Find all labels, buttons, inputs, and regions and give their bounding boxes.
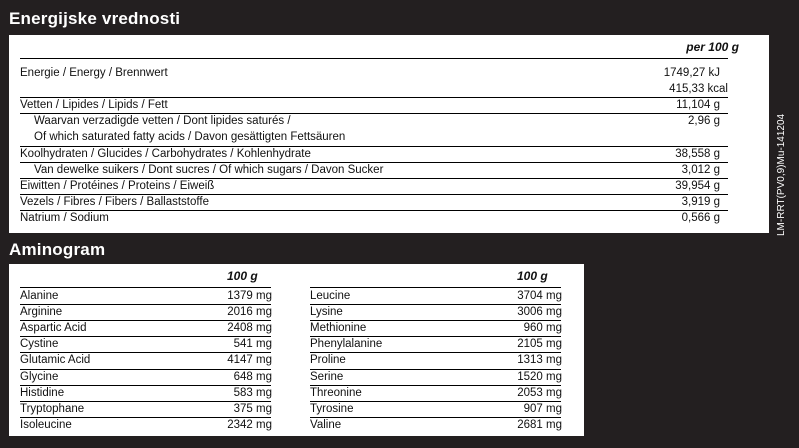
- aminogram-left-column-header: 100 g: [227, 269, 258, 283]
- amino-name: Leucine: [310, 290, 351, 302]
- amino-value: 2342 mg: [227, 418, 272, 431]
- amino-name: Phenylalanine: [310, 338, 383, 351]
- amino-value: 1313 mg: [517, 354, 562, 367]
- energy-row-value: 39,954 g: [675, 180, 720, 192]
- energy-section-title: Energijske vrednosti: [9, 9, 181, 28]
- energy-row-label: Vezels / Fibres / Fibers / Ballaststoffe: [20, 196, 209, 208]
- amino-value: 648 mg: [233, 370, 272, 383]
- energy-row-value: 0,566 g: [681, 212, 720, 224]
- amino-name: Alanine: [20, 290, 59, 302]
- amino-value: 583 mg: [233, 386, 272, 399]
- aminogram-section-title: Aminogram: [9, 240, 106, 259]
- amino-name: Valine: [310, 418, 342, 431]
- amino-value: 2105 mg: [517, 338, 562, 351]
- energy-header-rule: [20, 58, 728, 59]
- aminogram-table: [9, 264, 584, 436]
- amino-value: 2053 mg: [517, 386, 562, 399]
- amino-name: Lysine: [310, 306, 343, 319]
- energy-row-value: 2,96 g: [688, 115, 720, 127]
- amino-value: 960 mg: [523, 322, 562, 335]
- energy-row-value: 3,012 g: [681, 164, 720, 176]
- amino-value: 1379 mg: [227, 290, 272, 302]
- amino-name: Histidine: [20, 386, 65, 399]
- amino-value: 2016 mg: [227, 306, 272, 319]
- energy-column-header: per 100 g: [686, 40, 739, 54]
- energy-row-label-continued: Of which saturated fatty acids / Davon gesättigten Fettsäuren: [34, 131, 346, 143]
- amino-name: Aspartic Acid: [20, 322, 87, 335]
- energy-row-label: Waarvan verzadigde vetten / Dont lipides saturés /: [34, 115, 291, 127]
- amino-name: Cystine: [20, 338, 59, 351]
- amino-value: 2681 mg: [517, 418, 562, 431]
- amino-value: 2408 mg: [227, 322, 272, 335]
- energy-table: [9, 35, 769, 233]
- amino-value: 4147 mg: [227, 354, 272, 367]
- amino-name: Serine: [310, 370, 344, 383]
- energy-row-value-kcal: 415,33 kcal: [669, 83, 728, 95]
- energy-row-label: Koolhydraten / Glucides / Carbohydrates / Kohlenhydrate: [20, 148, 311, 160]
- amino-name: Methionine: [310, 322, 367, 335]
- amino-value: 3006 mg: [517, 306, 562, 319]
- amino-value: 1520 mg: [517, 370, 562, 383]
- energy-row-label: Energie / Energy / Brennwert: [20, 67, 168, 79]
- energy-row-value: 11,104 g: [676, 99, 720, 111]
- product-code-vertical: LM-RRT(PV0,9)Mu-141204: [776, 113, 787, 236]
- energy-row-value: 3,919 g: [681, 196, 720, 208]
- amino-name: Isoleucine: [20, 418, 72, 431]
- amino-name: Tryptophane: [20, 402, 85, 415]
- amino-value: 3704 mg: [517, 290, 562, 302]
- amino-name: Glycine: [20, 370, 59, 383]
- amino-name: Arginine: [20, 306, 63, 319]
- amino-value: 541 mg: [233, 338, 272, 351]
- amino-value: 907 mg: [523, 402, 562, 415]
- energy-row-label: Vetten / Lipides / Lipids / Fett: [20, 99, 168, 111]
- energy-row-label: Van dewelke suikers / Dont sucres / Of which sugars / Davon Sucker: [34, 164, 384, 176]
- energy-row-rule: [20, 210, 728, 211]
- amino-name: Proline: [310, 354, 346, 367]
- amino-name: Tyrosine: [310, 402, 354, 415]
- energy-row-label: Natrium / Sodium: [20, 212, 109, 224]
- energy-row-label: Eiwitten / Protéines / Proteins / Eiweiß: [20, 180, 215, 192]
- aminogram-right-column-header: 100 g: [517, 269, 548, 283]
- amino-name: Threonine: [310, 386, 362, 399]
- amino-name: Glutamic Acid: [20, 354, 91, 367]
- energy-row-value: 38,558 g: [675, 148, 720, 160]
- energy-row-value-kj: 1749,27 kJ: [663, 67, 720, 79]
- amino-value: 375 mg: [233, 402, 272, 415]
